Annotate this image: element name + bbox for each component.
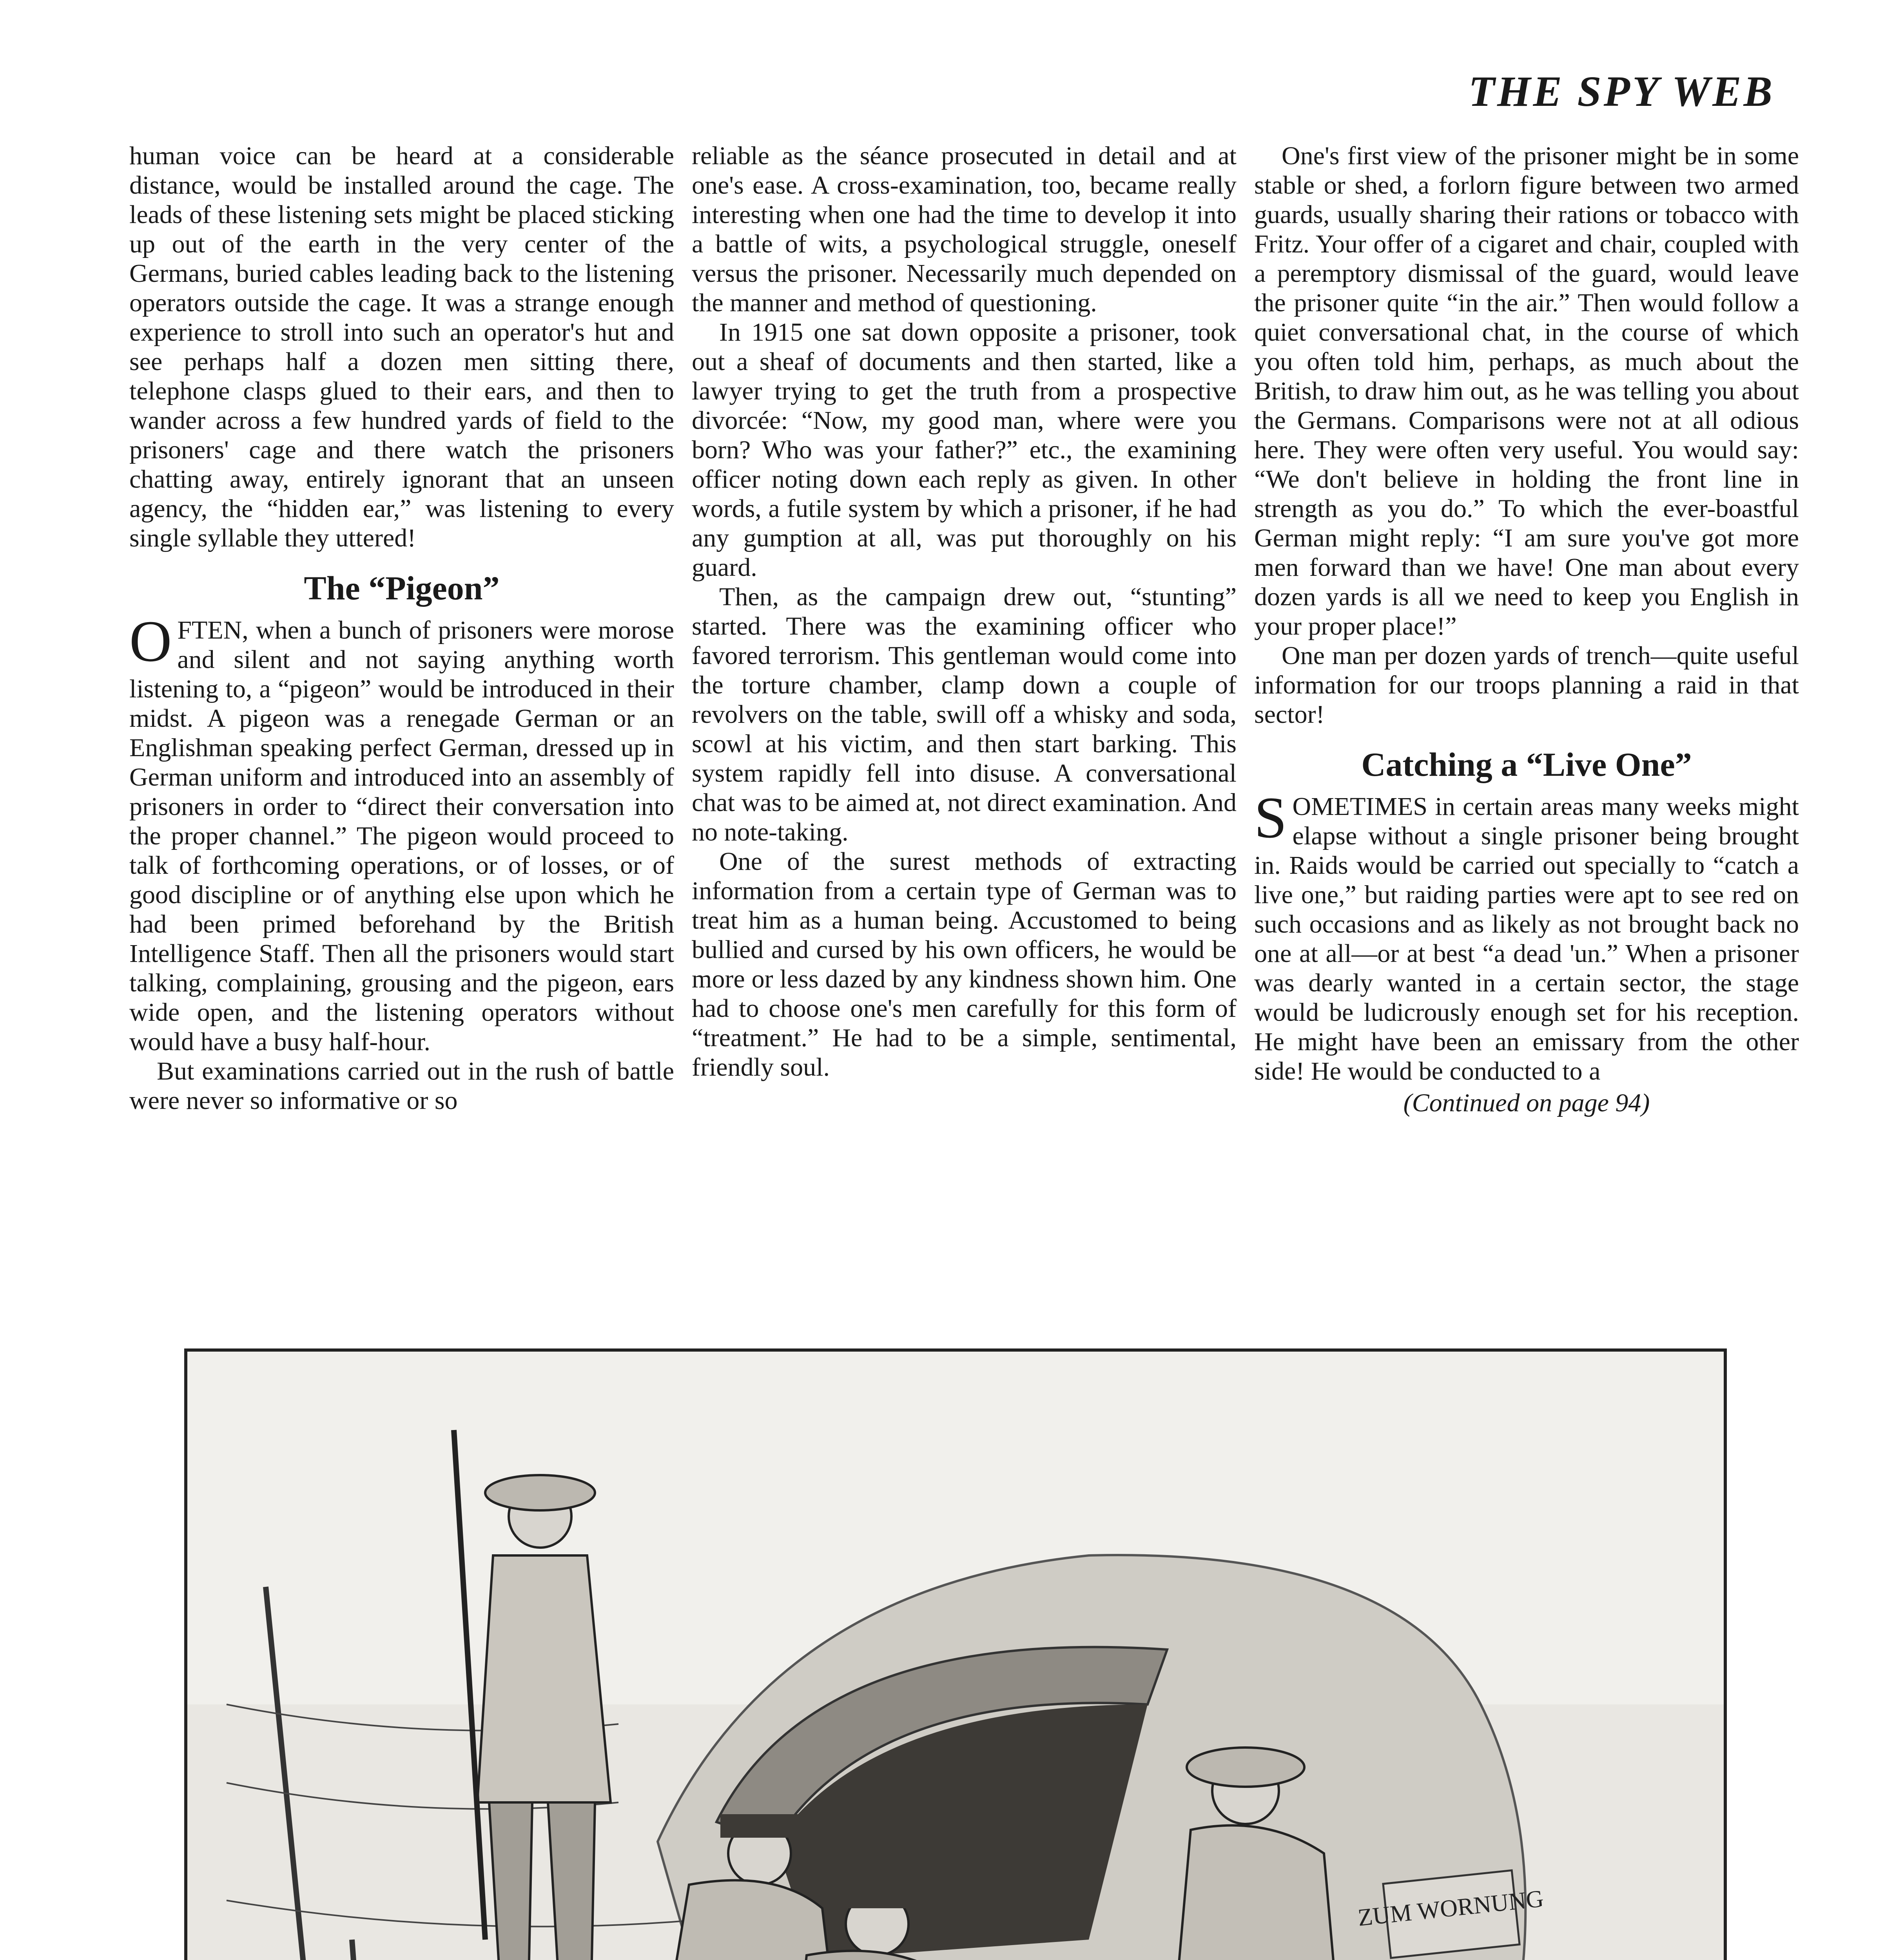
paragraph: human voice can be heard at a considerable distance, would be installed around the cage. The leads of these listening sets might be placed sticking up out of the earth in the very center of the Germans, buried cables leading back to the listening operators outside the cage. It was a strange enough experience to stroll into such an operator's hut and see perhaps half a dozen men sitting there, telephone clasps glued to their ears, and then to wander across a few hundred yards of field to the prisoners' cage and there watch the prisoners chatting away, entirely ignorant that an unseen agency, the “hidden ear,” was listening to every single syllable they uttered! (129, 142, 674, 552)
text-column-2 (692, 141, 1237, 1082)
paragraph-live-one (1254, 785, 1799, 1086)
drop-cap: O (129, 609, 172, 674)
paragraph: One of the surest methods of extracting information from a certain type of German was to treat him as a human being. Accustomed to being bullied and cursed by his own officers, he would be more or less dazed by any kindness shown him. One had to choose one's men carefully for this form of “treatment.” He had to be a simple, sentimental, friendly soul. (692, 847, 1237, 1082)
illustration (184, 1348, 1727, 1960)
illustration-drawing (187, 1352, 1724, 1960)
subhead-pigeon: The “Pigeon” (304, 569, 500, 607)
paragraph-pigeon (129, 609, 674, 1056)
sign-text: ZUM WORNUNG (1356, 1885, 1545, 1931)
text-column-1 (129, 141, 674, 1115)
running-head: THE SPY WEB (1468, 67, 1775, 115)
paragraph-text: OMETIMES in certain areas many weeks might elapse without a single prisoner being brought in. Raids would be carried out specially to “catch a live one,” but raiding parties were apt to see red on such occasions and as likely as not brought back no one at all—or at best “a dead 'un.” When a prisoner was dearly wanted in a certain sector, the stage would be ludicrously enough set for his reception. He might have been an emissary from the other side! He would be conducted to a (1254, 792, 1799, 1085)
continued-note: (Continued on page 94) (1403, 1089, 1650, 1117)
subhead-live-one: Catching a “Live One” (1361, 746, 1692, 783)
paragraph: Then, as the campaign drew out, “stunting” started. There was the examining officer who favored terrorism. This gentleman would come into the torture chamber, clamp down a couple of revolvers on the table, swill off a whisky and soda, scowl at his victim, and then start barking. This system rapidly fell into disuse. A conversational chat was to be aimed at, not direct examination. And no note-taking. (692, 583, 1237, 846)
paragraph: reliable as the séance prosecuted in detail and at one's ease. A cross-examination, too, became really interesting when one had the time to develop it into a battle of wits, a psychological struggle, oneself versus the prisoner. Necessarily much depended on the manner and method of questioning. (692, 142, 1237, 317)
paragraph: One's first view of the prisoner might be in some stable or shed, a forlorn figure between two armed guards, usually sharing their rations or tobacco with Fritz. Your offer of a cigaret and chair, coupled with a peremptory dismissal of the guard, would leave the prisoner quite “in the air.” Then would follow a quiet conversational chat, in the course of which you often told him, perhaps, as much about the British, to draw him out, as he was telling you about the Germans. Comparisons were not at all odious here. They were often very useful. You would say: “We don't believe in holding the front line in strength as you do.” To which the ever-boastful German might reply: “I am sure you've got more men forward than we have! One man about every dozen yards is all we need to keep you English in your proper place!” (1254, 142, 1799, 641)
paragraph: One man per dozen yards of trench—quite useful information for our troops planning a raid in that sector! (1254, 641, 1799, 729)
text-column-3 (1254, 141, 1799, 1118)
paragraph: But examinations carried out in the rush of battle were never so informative or so (129, 1057, 674, 1115)
paragraph-text: FTEN, when a bunch of prisoners were morose and silent and not saying anything worth listening to, a “pigeon” would be introduced in their midst. A pigeon was a renegade German or an Englishman speaking perfect German, dressed up in German uniform and introduced into an assembly of prisoners in order to “direct their conversation into the proper channel.” The pigeon would proceed to talk of forthcoming operations, or of losses, or of good discipline or of anything else upon which he had been primed beforehand by the British Intelligence Staff. Then all the prisoners would start talking, complaining, grousing and the pigeon, ears wide open, and the listening operators without would have a busy half-hour. (129, 616, 674, 1056)
drop-cap: S (1254, 785, 1287, 850)
paragraph: In 1915 one sat down opposite a prisoner, took out a sheaf of documents and then started, like a lawyer trying to get the truth from a prospective divorcée: “Now, my good man, where were you born? Who was your father?” etc., the examining officer noting down each reply as given. In other words, a futile system by which a prisoner, if he had any gumption at all, was put thoroughly on his guard. (692, 318, 1237, 582)
